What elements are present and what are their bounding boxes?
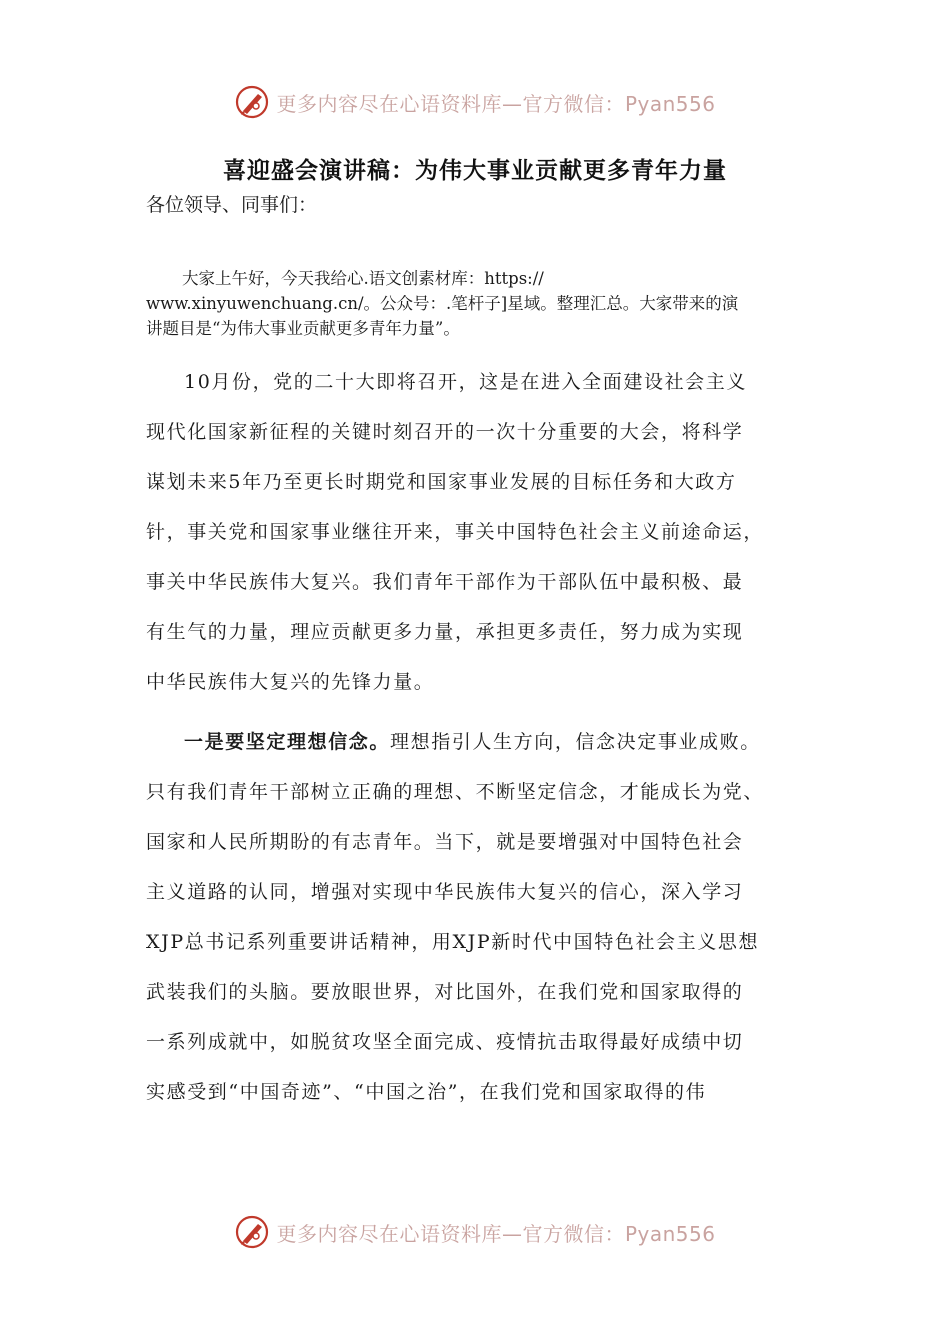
paragraph-1 (146, 357, 806, 707)
paragraph-line: 针，事关党和国家事业继往开来，事关中国特色社会主义前途命运， (146, 521, 765, 543)
paragraph-line: 实感受到“中国奇迹”、“中国之治”，在我们党和国家取得的伟 (146, 1081, 707, 1103)
paragraph-line: 有生气的力量，理应贡献更多力量，承担更多责任，努力成为实现 (146, 621, 744, 643)
paragraph-line: 只有我们青年干部树立正确的理想、不断坚定信念，才能成长为党、 (146, 781, 765, 803)
intro-line: 讲题目是“为伟大事业贡献更多青年力量”。 (146, 319, 460, 338)
intro-paragraph (146, 266, 806, 341)
paragraph-line: 现代化国家新征程的关键时刻召开的一次十分重要的大会，将科学 (146, 421, 744, 443)
header-banner (0, 82, 950, 122)
paragraph-line: 主义道路的认同，增强对实现中华民族伟大复兴的信心，深入学习 (146, 881, 744, 903)
document-title: 喜迎盛会演讲稿：为伟大事业贡献更多青年力量 (223, 158, 727, 184)
intro-line: www.xinyuwenchuang.cn/。公众号：.笔杆子]星域。整理汇总。大家带来的演 (146, 294, 739, 313)
paragraph-line: 一系列成就中，如脱贫攻坚全面完成、疫情抗击取得最好成绩中切 (146, 1031, 744, 1053)
paragraph-line: XJP总书记系列重要讲话精神，用XJP新时代中国特色社会主义思想 (146, 931, 760, 953)
pen-logo-icon (234, 1214, 270, 1250)
paragraph-line: 谋划未来5年乃至更长时期党和国家事业发展的目标任务和大政方 (146, 471, 737, 493)
paragraph-line: 国家和人民所期盼的有志青年。当下，就是要增强对中国特色社会 (146, 831, 744, 853)
footer-banner (0, 1212, 950, 1252)
banner-text: 更多内容尽在心语资料库—官方微信：Pyan556 (276, 91, 716, 116)
section-heading: 一是要坚定理想信念。 (184, 731, 391, 753)
paragraph-text: 理想指引人生方向，信念决定事业成败。 (390, 731, 761, 753)
intro-line: 大家上午好，今天我给心.语文创素材库：https:// (182, 269, 544, 288)
paragraph-line (146, 717, 806, 767)
salutation: 各位领导、同事们： (146, 194, 318, 216)
pen-logo-icon (234, 84, 270, 120)
paragraph-2 (146, 717, 806, 1117)
paragraph-line: 事关中华民族伟大复兴。我们青年干部作为干部队伍中最积极、最 (146, 571, 744, 593)
banner-text: 更多内容尽在心语资料库—官方微信：Pyan556 (276, 1221, 716, 1246)
paragraph-line: 10月份，党的二十大即将召开，这是在进入全面建设社会主义 (184, 371, 747, 393)
paragraph-line: 中华民族伟大复兴的先锋力量。 (146, 671, 435, 693)
paragraph-line: 武装我们的头脑。要放眼世界，对比国外，在我们党和国家取得的 (146, 981, 744, 1003)
